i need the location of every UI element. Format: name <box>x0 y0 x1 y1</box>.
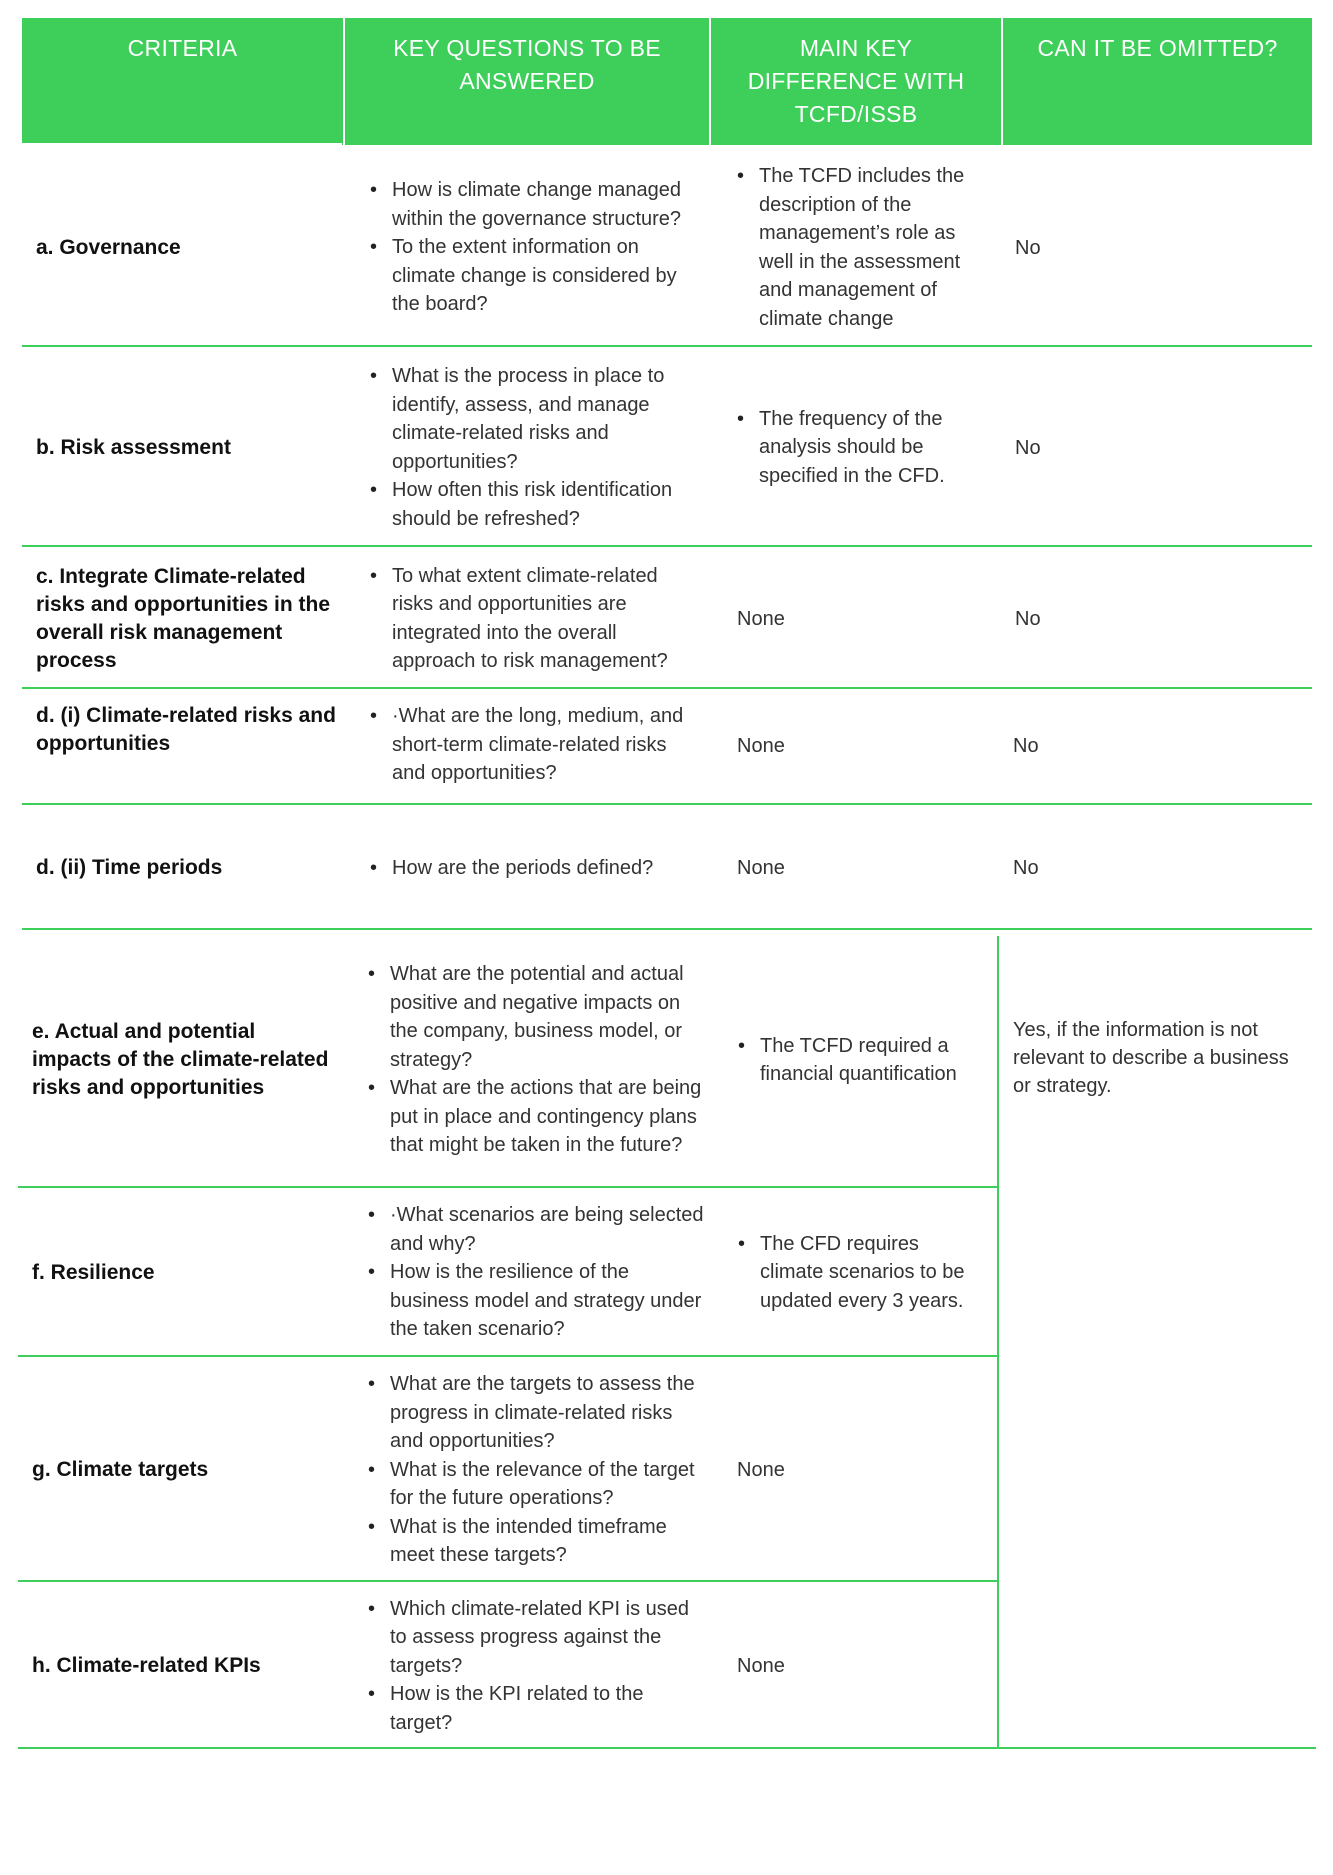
list-item: • How is the resilience of the business model and strategy under the taken scenario? <box>390 1258 706 1344</box>
list-item: • What are the actions that are being put in place and contingency plans that might be taken in the future? <box>390 1074 706 1160</box>
row-divider <box>22 545 1312 547</box>
list-item: • The TCFD required a financial quantification <box>760 1032 986 1089</box>
list-item: • How is climate change managed within the governance structure? <box>392 176 703 233</box>
difference-risk-assessment <box>735 350 980 545</box>
omitted-governance: No <box>1015 236 1041 259</box>
criteria-governance: a. Governance <box>36 235 181 259</box>
row-divider <box>22 687 1312 689</box>
list-item: • What is the relevance of the target for the future operations? <box>390 1456 706 1513</box>
difference-climate-risks: None <box>737 735 785 757</box>
questions-climate-targets <box>366 1360 706 1580</box>
criteria-resilience: f. Resilience <box>32 1260 155 1284</box>
difference-resilience <box>736 1190 986 1355</box>
list-item: • What are the targets to assess the progress in climate-related risks and opportunities? <box>390 1370 706 1456</box>
difference-climate-kpis: None <box>737 1655 785 1677</box>
header-key-questions: KEY QUESTIONS TO BE ANSWERED <box>393 35 661 94</box>
omitted-integrate-risks: No <box>1015 607 1041 630</box>
row-divider <box>22 803 1312 805</box>
list-item: • The CFD requires climate scenarios to be updated every 3 years. <box>760 1230 986 1316</box>
difference-impacts <box>736 934 986 1186</box>
questions-integrate-risks <box>368 550 703 687</box>
questions-resilience <box>366 1190 706 1355</box>
list-item: • How are the periods defined? <box>392 854 653 883</box>
list-item: • ·What scenarios are being selected and why? <box>390 1201 706 1258</box>
header-omitted: CAN IT BE OMITTED? <box>1037 35 1278 61</box>
questions-climate-kpis <box>366 1585 706 1747</box>
row-divider <box>18 1355 998 1357</box>
row-divider <box>18 1747 1316 1749</box>
list-item: • How is the KPI related to the target? <box>390 1680 706 1737</box>
difference-climate-targets: None <box>737 1459 785 1481</box>
list-item: • What is the process in place to identify, assess, and manage climate-related risks and opportunities? <box>392 362 703 476</box>
difference-integrate-risks: None <box>737 607 785 630</box>
list-item: • To the extent information on climate change is considered by the board? <box>392 233 703 319</box>
row-divider <box>22 928 1312 930</box>
questions-climate-risks <box>368 692 703 800</box>
criteria-integrate-risks: c. Integrate Climate-related risks and opportunities in the overall risk management process <box>36 564 331 672</box>
list-item: • To what extent climate-related risks and opportunities are integrated into the overall approach to risk management? <box>392 562 703 676</box>
list-item: • What are the potential and actual positive and negative impacts on the company, business model, or strategy? <box>390 960 706 1074</box>
questions-risk-assessment <box>368 350 703 545</box>
difference-governance <box>735 150 980 345</box>
criteria-climate-risks: d. (i) Climate-related risks and opportunities <box>36 704 336 755</box>
list-item: • Which climate-related KPI is used to assess progress against the targets? <box>390 1595 706 1681</box>
list-item: • ·What are the long, medium, and short-term climate-related risks and opportunities? <box>392 702 703 788</box>
questions-time-periods <box>368 808 703 928</box>
omitted-risk-assessment: No <box>1015 436 1041 459</box>
row-divider <box>18 1186 998 1188</box>
row-divider <box>22 345 1312 347</box>
omitted-merged: Yes, if the information is not relevant to describe a business or strategy. <box>1013 1019 1289 1097</box>
table-header <box>22 18 1312 145</box>
list-item: • What is the intended timeframe meet these targets? <box>390 1513 706 1570</box>
header-underline <box>22 143 342 145</box>
questions-governance <box>368 150 703 345</box>
omitted-time-periods: No <box>1013 857 1039 879</box>
row-divider <box>18 1580 998 1582</box>
criteria-risk-assessment: b. Risk assessment <box>36 435 231 459</box>
difference-time-periods: None <box>737 857 785 879</box>
criteria-time-periods: d. (ii) Time periods <box>36 856 223 879</box>
criteria-climate-targets: g. Climate targets <box>32 1458 209 1481</box>
omitted-climate-risks: No <box>1013 735 1039 757</box>
list-item: • The TCFD includes the description of the management’s role as well in the assessment and management of climate change <box>759 162 980 333</box>
header-criteria: CRITERIA <box>127 35 238 61</box>
list-item: • The frequency of the analysis should be specified in the CFD. <box>759 405 980 491</box>
questions-impacts <box>366 934 706 1186</box>
list-item: • How often this risk identification should be refreshed? <box>392 476 703 533</box>
column-divider <box>997 936 999 1749</box>
criteria-climate-kpis: h. Climate-related KPIs <box>32 1654 261 1677</box>
header-main-difference: MAIN KEY DIFFERENCE WITH TCFD/ISSB <box>747 35 965 127</box>
criteria-impacts: e. Actual and potential impacts of the climate-related risks and opportunities <box>32 1020 329 1099</box>
